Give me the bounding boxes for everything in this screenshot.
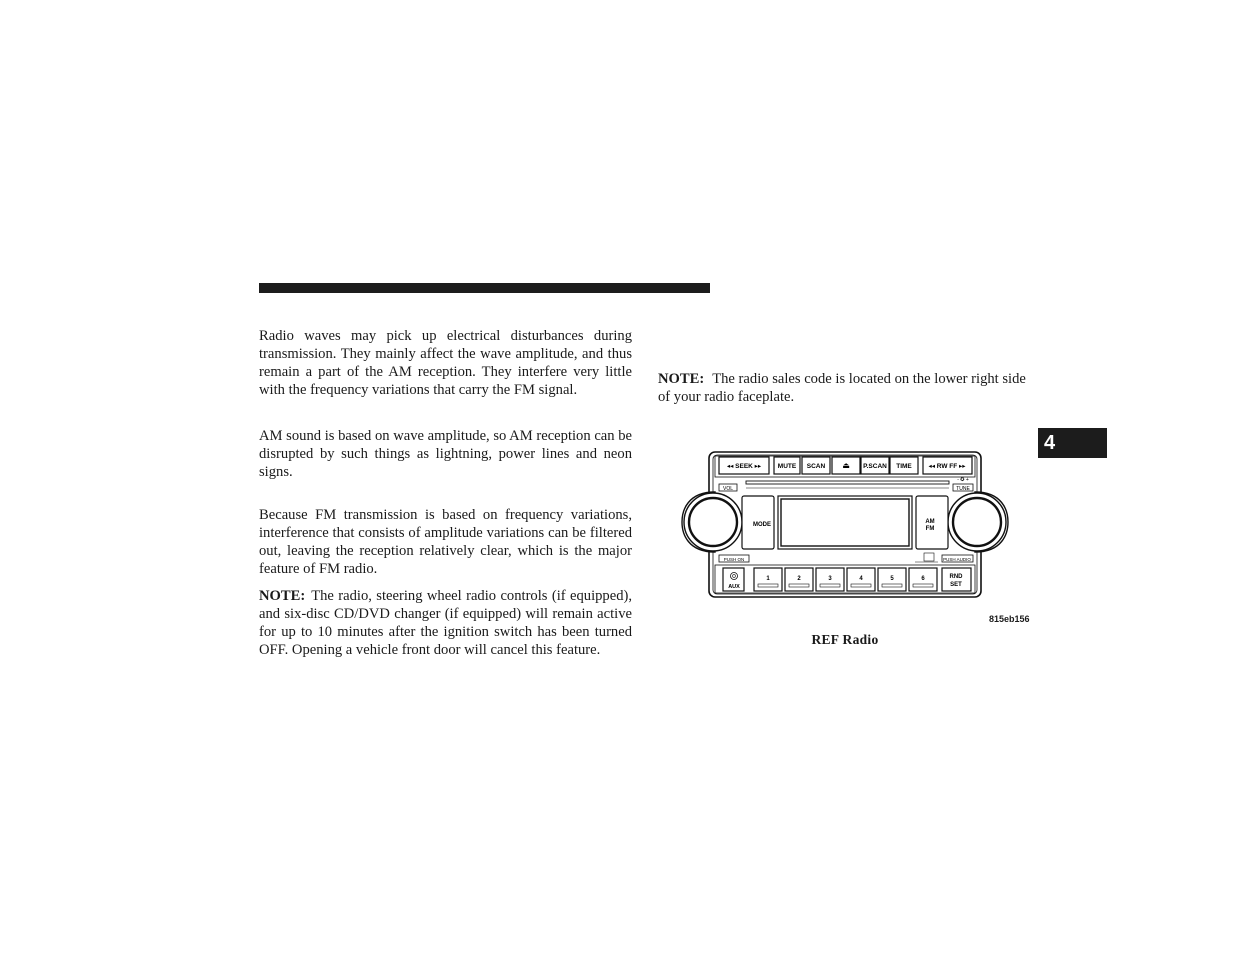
note-sales-code	[658, 370, 1038, 406]
fm-label: FM	[925, 526, 935, 532]
rnd-label: RND	[949, 574, 963, 580]
figure-caption: REF Radio	[811, 632, 879, 647]
note-radio-active	[259, 587, 632, 659]
am-label: AM	[925, 519, 935, 525]
set-label: SET	[950, 582, 962, 588]
paragraph-am-sound: AM sound is based on wave amplitude, so AM reception can be disrupted by such things as lightning, power lines and neon signs.	[259, 428, 632, 480]
disc-logo-icon	[924, 553, 934, 561]
note-text: The radio sales code is located on the lower right side of your radio faceplate.	[658, 371, 1026, 405]
aux-label: AUX	[728, 584, 740, 590]
scan-button-label: SCAN	[806, 463, 826, 470]
preset-2-label: 2	[797, 576, 801, 582]
paragraph-radio-waves: Radio waves may pick up electrical disturbances during transmission. They mainly affect the wave amplitude, and thus remain a part of the AM reception. They interfere very little with the frequency variations that carry the FM signal.	[259, 328, 632, 398]
push-audio-label: PUSH AUDIO	[943, 557, 971, 562]
preset-4-label: 4	[859, 576, 863, 582]
volume-knob[interactable]	[689, 498, 737, 546]
top-button-row	[719, 457, 972, 474]
seek-button-label: ◂◂ SEEK ▸▸	[726, 463, 762, 470]
radio-illustration	[680, 450, 1015, 600]
time-button-label: TIME	[896, 463, 912, 470]
eject-icon: ⏏	[842, 461, 850, 470]
rw-ff-button-label: ◂◂ RW FF ▸▸	[928, 463, 966, 470]
section-header-rule	[259, 283, 710, 293]
note-label: NOTE:	[658, 371, 705, 387]
note-text: The radio, steering wheel radio controls (if equipped), and six-disc CD/DVD changer (if equipped) will remain active for up to 10 minutes after the ignition switch has been turned OFF. Opening a vehicle front door will cancel this feature.	[259, 588, 632, 658]
preset-6-label: 6	[921, 576, 925, 582]
tune-knob[interactable]	[953, 498, 1001, 546]
mode-button-label: MODE	[753, 522, 771, 528]
note-label: NOTE:	[259, 588, 306, 604]
preset-1-label: 1	[766, 576, 770, 582]
disc-slot	[746, 481, 949, 484]
figure-code: 815eb156	[989, 614, 1030, 624]
push-on-label: PUSH ON	[723, 557, 745, 562]
svg-text:- ✪ +: - ✪ +	[957, 477, 969, 483]
tune-label: TUNE	[956, 486, 970, 492]
pscan-button-label: P.SCAN	[863, 463, 887, 470]
vol-label: VOL	[722, 486, 734, 492]
chapter-tab: 4	[1038, 428, 1107, 458]
mute-button-label: MUTE	[777, 463, 797, 470]
radio-display	[781, 499, 909, 546]
preset-3-label: 3	[828, 576, 832, 582]
paragraph-fm-transmission: Because FM transmission is based on frequency variations, interference that consists of amplitude variations can be filtered out, leaving the reception relatively clear, which is the major feature of FM radio.	[259, 507, 632, 577]
preset-5-label: 5	[890, 576, 894, 582]
